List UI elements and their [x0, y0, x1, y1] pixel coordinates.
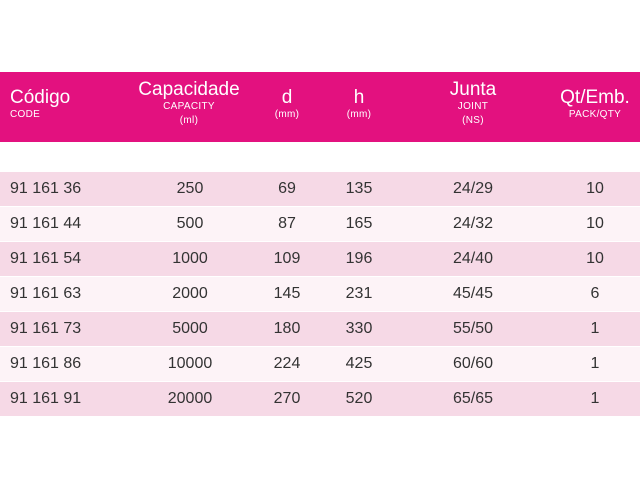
cell-d: 145: [273, 285, 301, 302]
header-d: [262, 72, 312, 142]
cell-code: 91 161 36: [10, 180, 82, 197]
header-junta-unit: (NS): [462, 115, 484, 126]
cell-qty: 10: [586, 215, 604, 232]
header-qt-emb: [552, 72, 638, 142]
table-row: [0, 207, 640, 242]
cell-d: 180: [273, 320, 301, 337]
cell-qty: 1: [590, 355, 600, 372]
cell-d: 224: [273, 355, 301, 372]
header-codigo: [10, 72, 130, 142]
cell-qty: 10: [586, 180, 604, 197]
cell-capacity: 10000: [167, 355, 213, 372]
cell-code: 91 161 91: [10, 390, 82, 407]
table-row: [0, 242, 640, 277]
header-capacidade-unit: (ml): [179, 115, 199, 126]
header-junta: [430, 72, 516, 142]
table-header: [0, 72, 640, 142]
cell-joint: 55/50: [452, 320, 494, 337]
cell-code: 91 161 54: [10, 250, 82, 267]
cell-d: 270: [273, 390, 301, 407]
cell-h: 231: [345, 285, 373, 302]
cell-h: 135: [345, 180, 373, 197]
table-body: [0, 172, 640, 417]
cell-code: 91 161 44: [10, 215, 82, 232]
cell-joint: 65/65: [452, 390, 494, 407]
cell-joint: 24/32: [452, 215, 494, 232]
cell-joint: 60/60: [452, 355, 494, 372]
header-capacidade-subtitle: CAPACITY: [163, 101, 215, 112]
header-codigo-subtitle: CODE: [10, 109, 41, 120]
header-h-unit: (mm): [346, 109, 372, 120]
header-h: [334, 72, 384, 142]
cell-capacity: 5000: [172, 320, 208, 337]
cell-code: 91 161 63: [10, 285, 82, 302]
cell-capacity: 1000: [172, 250, 208, 267]
cell-capacity: 250: [176, 180, 204, 197]
cell-capacity: 2000: [172, 285, 208, 302]
cell-qty: 6: [590, 285, 600, 302]
cell-d: 69: [278, 180, 296, 197]
header-junta-subtitle: JOINT: [457, 101, 489, 112]
cell-h: 196: [345, 250, 373, 267]
cell-d: 109: [273, 250, 301, 267]
cell-capacity: 20000: [167, 390, 213, 407]
table-row: [0, 172, 640, 207]
cell-h: 330: [345, 320, 373, 337]
cell-joint: 24/40: [452, 250, 494, 267]
header-h-title: h: [353, 87, 365, 108]
header-qt-emb-subtitle: PACK/QTY: [568, 109, 622, 120]
cell-d: 87: [278, 215, 296, 232]
cell-qty: 10: [586, 250, 604, 267]
header-qt-emb-title: Qt/Emb.: [560, 87, 630, 108]
cell-joint: 45/45: [452, 285, 494, 302]
header-d-unit: (mm): [274, 109, 300, 120]
cell-h: 520: [345, 390, 373, 407]
cell-qty: 1: [590, 320, 600, 337]
cell-code: 91 161 86: [10, 355, 82, 372]
table-row: [0, 347, 640, 382]
table-row: [0, 382, 640, 417]
header-junta-title: Junta: [449, 79, 497, 100]
cell-h: 165: [345, 215, 373, 232]
cell-h: 425: [345, 355, 373, 372]
header-capacidade-title: Capacidade: [138, 79, 240, 100]
cell-capacity: 500: [176, 215, 204, 232]
header-codigo-title: Código: [10, 87, 71, 108]
cell-qty: 1: [590, 390, 600, 407]
cell-code: 91 161 73: [10, 320, 82, 337]
table-row: [0, 277, 640, 312]
cell-joint: 24/29: [452, 180, 494, 197]
header-d-title: d: [281, 87, 293, 108]
table-row: [0, 312, 640, 347]
header-capacidade: [128, 72, 250, 142]
